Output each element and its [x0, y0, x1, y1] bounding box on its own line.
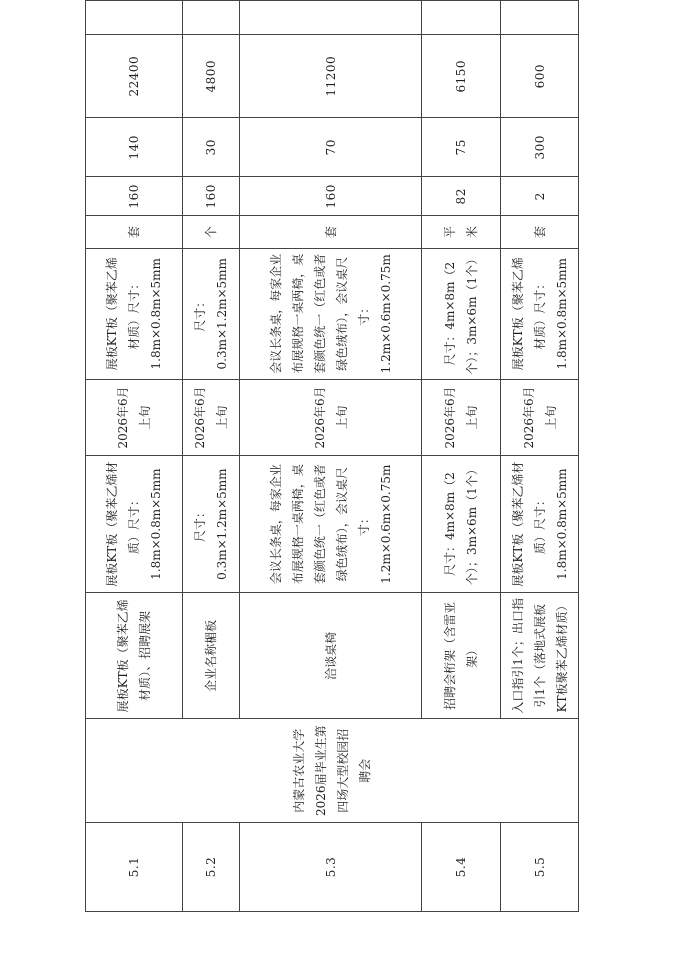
unit: 套: [501, 216, 579, 248]
quantity: 160: [240, 177, 422, 216]
total-price: 600: [501, 35, 579, 118]
quantity: 160: [86, 177, 183, 216]
item-spec: 尺寸：0.3m×1.2m×5mm: [183, 456, 240, 593]
item-name: 招聘会桁架（含雷亚架）: [422, 593, 501, 719]
row-number: 5.5: [501, 822, 579, 911]
total-price: 22400: [86, 35, 183, 118]
row-number: 5.1: [86, 822, 183, 911]
project-title-cell: 内蒙古农业大学2026届毕业生第四场大型校园招聘会: [86, 719, 579, 823]
delivery-date: 2026年6月上旬: [240, 379, 422, 455]
item-spec: 会议长条桌，每家企业布展规格一桌两椅，桌套颜色统一（红色或者绿色绒布），会议桌尺寸：1.2m×0.6m×0.75m: [240, 456, 422, 593]
quantity: 160: [183, 177, 240, 216]
quantity: 82: [422, 177, 501, 216]
item-spec: 展板KT板（聚苯乙烯材质）尺寸：1.8m×0.8m×5mm: [501, 456, 579, 593]
item-name: 企业名称楣板: [183, 593, 240, 719]
item-spec: 尺寸：4m×8m（2个）；3m×6m（1个）: [422, 456, 501, 593]
delivery-date: 2026年6月上旬: [501, 379, 579, 455]
item-spec: 展板KT板（聚苯乙烯材质）尺寸：1.8m×0.8m×5mm: [86, 456, 183, 593]
unit: 套: [240, 216, 422, 248]
delivery-date: 2026年6月上旬: [86, 379, 183, 455]
unit-price: 75: [422, 118, 501, 177]
delivery-date: 2026年6月上旬: [183, 379, 240, 455]
remark: [501, 1, 579, 35]
unit-price: 30: [183, 118, 240, 177]
unit: 平米: [422, 216, 501, 248]
item-spec-2: 尺寸：0.3m×1.2m×5mm: [183, 248, 240, 379]
delivery-date: 2026年6月上旬: [422, 379, 501, 455]
total-price: 4800: [183, 35, 240, 118]
unit-price: 300: [501, 118, 579, 177]
row-number: 5.2: [183, 822, 240, 911]
item-spec-2: 会议长条桌，每家企业布展规格一桌两椅，桌套颜色统一（红色或者绿色绒布），会议桌尺寸：1.2m×0.6m×0.75m: [240, 248, 422, 379]
row-number: 5.3: [240, 822, 422, 911]
item-spec-2: 展板KT板（聚苯乙烯材质）尺寸：1.8m×0.8m×5mm: [86, 248, 183, 379]
remark: [240, 1, 422, 35]
total-price: 11200: [240, 35, 422, 118]
table-row: [86, 1, 183, 912]
item-name: 入口指引1个；出口指引1个（落地式展板KT板聚苯乙烯材质）: [501, 593, 579, 719]
unit: 套: [86, 216, 183, 248]
remark: [183, 1, 240, 35]
remark: [422, 1, 501, 35]
quantity: 2: [501, 177, 579, 216]
unit: 个: [183, 216, 240, 248]
item-spec-2: 展板KT板（聚苯乙烯材质）尺寸：1.8m×0.8m×5mm: [501, 248, 579, 379]
unit-price: 70: [240, 118, 422, 177]
item-name: 洽谈桌椅: [240, 593, 422, 719]
unit-price: 140: [86, 118, 183, 177]
remark: [86, 1, 183, 35]
procurement-table: [85, 0, 579, 912]
item-name: 展板KT板（聚苯乙烯材质）、招聘展架: [86, 593, 183, 719]
total-price: 6150: [422, 35, 501, 118]
item-spec-2: 尺寸：4m×8m（2个）；3m×6m（1个）: [422, 248, 501, 379]
row-number: 5.4: [422, 822, 501, 911]
